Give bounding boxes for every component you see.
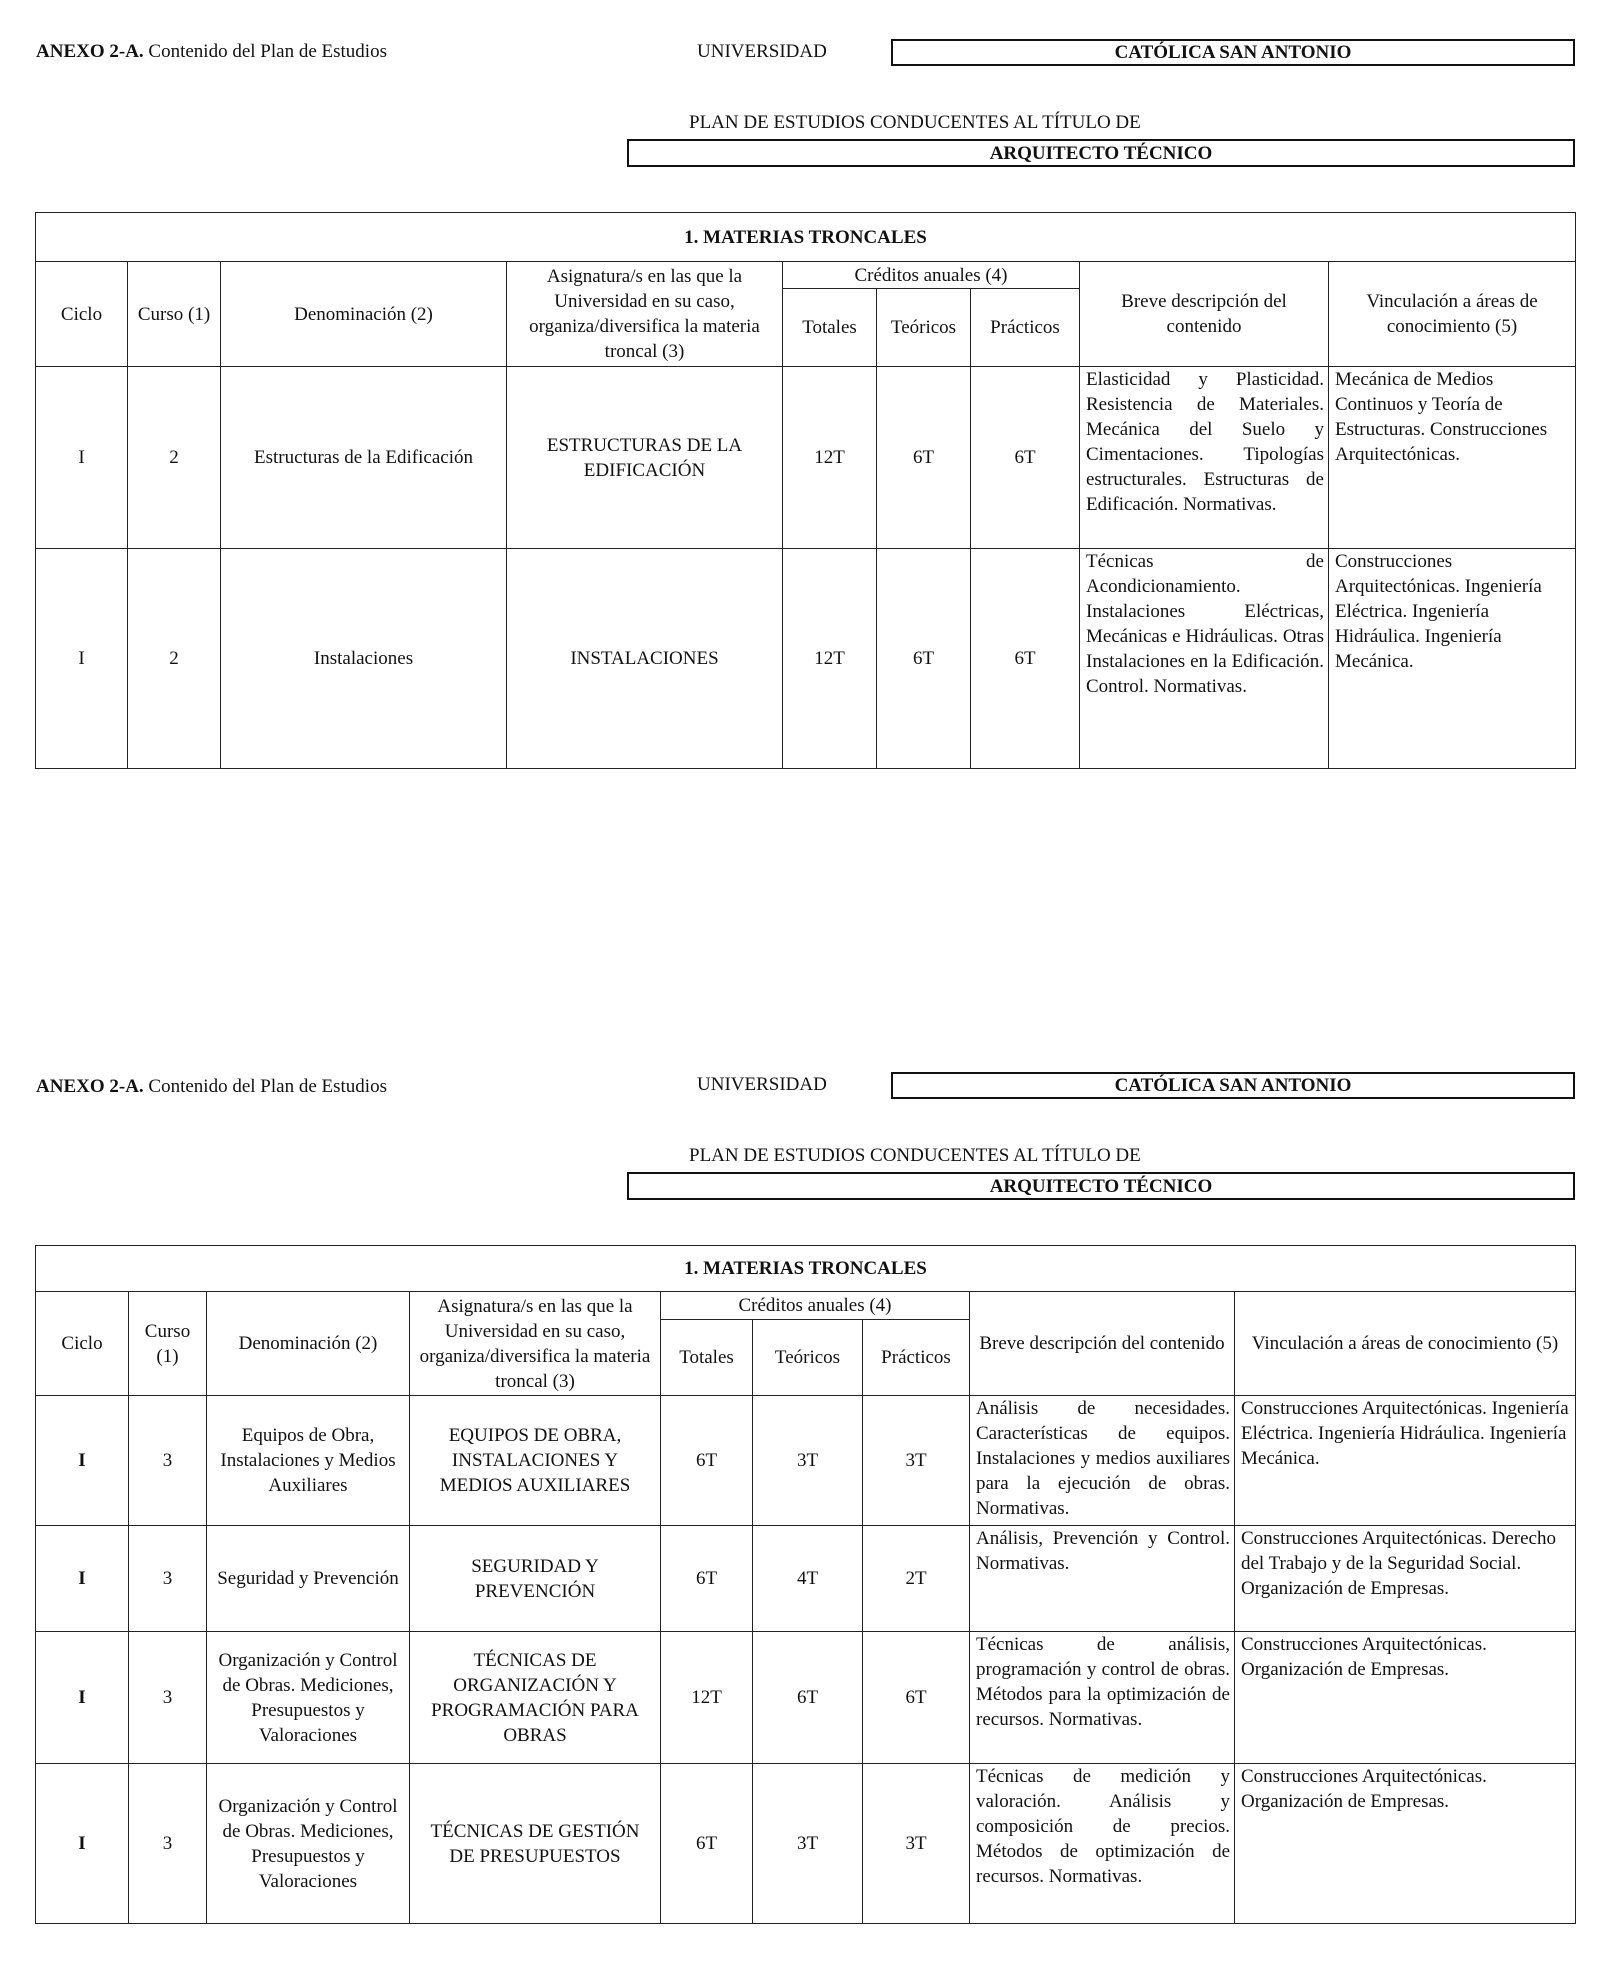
- col-asignatura: Asignatura/s en las que la Universidad en su caso, organiza/diversifica la materia troncal (3): [507, 262, 783, 367]
- cell-practicos: 6T: [971, 549, 1080, 769]
- col-practicos: Prácticos: [971, 289, 1080, 367]
- col-vinculacion: Vinculación a áreas de conocimiento (5): [1329, 262, 1576, 367]
- cell-vinculacion: Mecánica de Medios Continuos y Teoría de Estructuras. Construcciones Arquitectónicas.: [1329, 367, 1576, 549]
- cell-descripcion: Técnicas de Acondicionamiento. Instalaciones Eléctricas, Mecánicas e Hidráulicas. Otras Instalaciones en la Edificación. Control. Normativas.: [1080, 549, 1329, 769]
- col-descripcion: Breve descripción del contenido: [1080, 262, 1329, 367]
- cell-totales: 12T: [783, 549, 877, 769]
- cell-teoricos: 6T: [753, 1632, 863, 1764]
- universidad-name-box: CATÓLICA SAN ANTONIO: [891, 1072, 1575, 1099]
- cell-vinculacion: Construcciones Arquitectónicas. Ingeniería Eléctrica. Ingeniería Hidráulica. Ingeniería Mecánica.: [1329, 549, 1576, 769]
- cell-asignatura: SEGURIDAD Y PREVENCIÓN: [410, 1526, 661, 1632]
- cell-descripcion: Análisis de necesidades. Características de equipos. Instalaciones y medios auxiliares para la ejecución de obras. Normativas.: [970, 1396, 1235, 1526]
- cell-denominacion: Organización y Control de Obras. Mediciones, Presupuestos y Valoraciones: [207, 1632, 410, 1764]
- col-vinculacion: Vinculación a áreas de conocimiento (5): [1235, 1292, 1576, 1396]
- anexo-heading: ANEXO 2-A. Contenido del Plan de Estudios: [36, 1076, 387, 1097]
- cell-descripcion: Técnicas de medición y valoración. Análisis y composición de precios. Métodos de optimización de recursos. Normativas.: [970, 1764, 1235, 1924]
- cell-totales: 12T: [661, 1632, 753, 1764]
- cell-vinculacion: Construcciones Arquitectónicas. Ingeniería Eléctrica. Ingeniería Hidráulica. Ingeniería Mecánica.: [1235, 1396, 1576, 1526]
- cell-ciclo: I: [36, 1764, 129, 1924]
- plan-line: PLAN DE ESTUDIOS CONDUCENTES AL TÍTULO DE: [689, 1145, 1141, 1166]
- cell-vinculacion: Construcciones Arquitectónicas. Organización de Empresas.: [1235, 1764, 1576, 1924]
- table-row: [36, 1526, 1576, 1632]
- materias-troncales-table: [35, 212, 1576, 769]
- cell-practicos: 3T: [863, 1764, 970, 1924]
- cell-teoricos: 3T: [753, 1764, 863, 1924]
- cell-ciclo: I: [36, 1396, 129, 1526]
- cell-denominacion: Organización y Control de Obras. Mediciones, Presupuestos y Valoraciones: [207, 1764, 410, 1924]
- cell-descripcion: Análisis, Prevención y Control. Normativas.: [970, 1526, 1235, 1632]
- cell-denominacion: Equipos de Obra, Instalaciones y Medios Auxiliares: [207, 1396, 410, 1526]
- materias-troncales-table: [35, 1245, 1576, 1924]
- cell-ciclo: I: [36, 1632, 129, 1764]
- table-row: [36, 1632, 1576, 1764]
- cell-ciclo: I: [36, 549, 128, 769]
- cell-totales: 6T: [661, 1396, 753, 1526]
- cell-vinculacion: Construcciones Arquitectónicas. Organización de Empresas.: [1235, 1632, 1576, 1764]
- cell-teoricos: 4T: [753, 1526, 863, 1632]
- cell-asignatura: ESTRUCTURAS DE LA EDIFICACIÓN: [507, 367, 783, 549]
- col-descripcion: Breve descripción del contenido: [970, 1292, 1235, 1396]
- cell-denominacion: Seguridad y Prevención: [207, 1526, 410, 1632]
- cell-curso: 3: [129, 1526, 207, 1632]
- table-row: [36, 1396, 1576, 1526]
- cell-curso: 3: [129, 1764, 207, 1924]
- col-teoricos: Teóricos: [753, 1320, 863, 1396]
- page-1: [0, 0, 1610, 800]
- titulo-box: ARQUITECTO TÉCNICO: [627, 139, 1575, 167]
- cell-teoricos: 6T: [877, 367, 971, 549]
- cell-curso: 3: [129, 1396, 207, 1526]
- col-ciclo: Ciclo: [36, 262, 128, 367]
- table-row: [36, 1764, 1576, 1924]
- col-creditos: Créditos anuales (4): [661, 1292, 970, 1320]
- cell-practicos: 3T: [863, 1396, 970, 1526]
- cell-practicos: 6T: [863, 1632, 970, 1764]
- cell-curso: 2: [128, 549, 221, 769]
- cell-asignatura: EQUIPOS DE OBRA, INSTALACIONES Y MEDIOS AUXILIARES: [410, 1396, 661, 1526]
- col-curso: Curso (1): [128, 262, 221, 367]
- table-caption: 1. MATERIAS TRONCALES: [36, 213, 1576, 262]
- cell-denominacion: Instalaciones: [221, 549, 507, 769]
- page-2: [0, 1040, 1610, 1986]
- universidad-name-box: CATÓLICA SAN ANTONIO: [891, 39, 1575, 66]
- titulo-box: ARQUITECTO TÉCNICO: [627, 1172, 1575, 1200]
- cell-ciclo: I: [36, 367, 128, 549]
- cell-descripcion: Técnicas de análisis, programación y control de obras. Métodos para la optimización de recursos. Normativas.: [970, 1632, 1235, 1764]
- col-practicos: Prácticos: [863, 1320, 970, 1396]
- cell-asignatura: TÉCNICAS DE GESTIÓN DE PRESUPUESTOS: [410, 1764, 661, 1924]
- col-curso: Curso (1): [129, 1292, 207, 1396]
- cell-ciclo: I: [36, 1526, 129, 1632]
- cell-curso: 2: [128, 367, 221, 549]
- cell-asignatura: TÉCNICAS DE ORGANIZACIÓN Y PROGRAMACIÓN PARA OBRAS: [410, 1632, 661, 1764]
- col-denominacion: Denominación (2): [221, 262, 507, 367]
- col-ciclo: Ciclo: [36, 1292, 129, 1396]
- col-teoricos: Teóricos: [877, 289, 971, 367]
- cell-teoricos: 6T: [877, 549, 971, 769]
- table-caption: 1. MATERIAS TRONCALES: [36, 1246, 1576, 1292]
- table-row: [36, 549, 1576, 769]
- table-row: [36, 367, 1576, 549]
- cell-descripcion: Elasticidad y Plasticidad. Resistencia de Materiales. Mecánica del Suelo y Cimentaciones. Tipologías estructurales. Estructuras de Edificación. Normativas.: [1080, 367, 1329, 549]
- cell-curso: 3: [129, 1632, 207, 1764]
- cell-totales: 6T: [661, 1764, 753, 1924]
- cell-vinculacion: Construcciones Arquitectónicas. Derecho del Trabajo y de la Seguridad Social. Organización de Empresas.: [1235, 1526, 1576, 1632]
- col-totales: Totales: [661, 1320, 753, 1396]
- cell-practicos: 2T: [863, 1526, 970, 1632]
- universidad-label: UNIVERSIDAD: [697, 1074, 827, 1095]
- cell-denominacion: Estructuras de la Edificación: [221, 367, 507, 549]
- cell-teoricos: 3T: [753, 1396, 863, 1526]
- plan-line: PLAN DE ESTUDIOS CONDUCENTES AL TÍTULO DE: [689, 112, 1141, 133]
- cell-totales: 12T: [783, 367, 877, 549]
- col-asignatura: Asignatura/s en las que la Universidad en su caso, organiza/diversifica la materia troncal (3): [410, 1292, 661, 1396]
- anexo-heading: ANEXO 2-A. Contenido del Plan de Estudios: [36, 41, 387, 62]
- cell-practicos: 6T: [971, 367, 1080, 549]
- cell-asignatura: INSTALACIONES: [507, 549, 783, 769]
- col-totales: Totales: [783, 289, 877, 367]
- col-creditos: Créditos anuales (4): [783, 262, 1080, 289]
- col-denominacion: Denominación (2): [207, 1292, 410, 1396]
- universidad-label: UNIVERSIDAD: [697, 41, 827, 62]
- cell-totales: 6T: [661, 1526, 753, 1632]
